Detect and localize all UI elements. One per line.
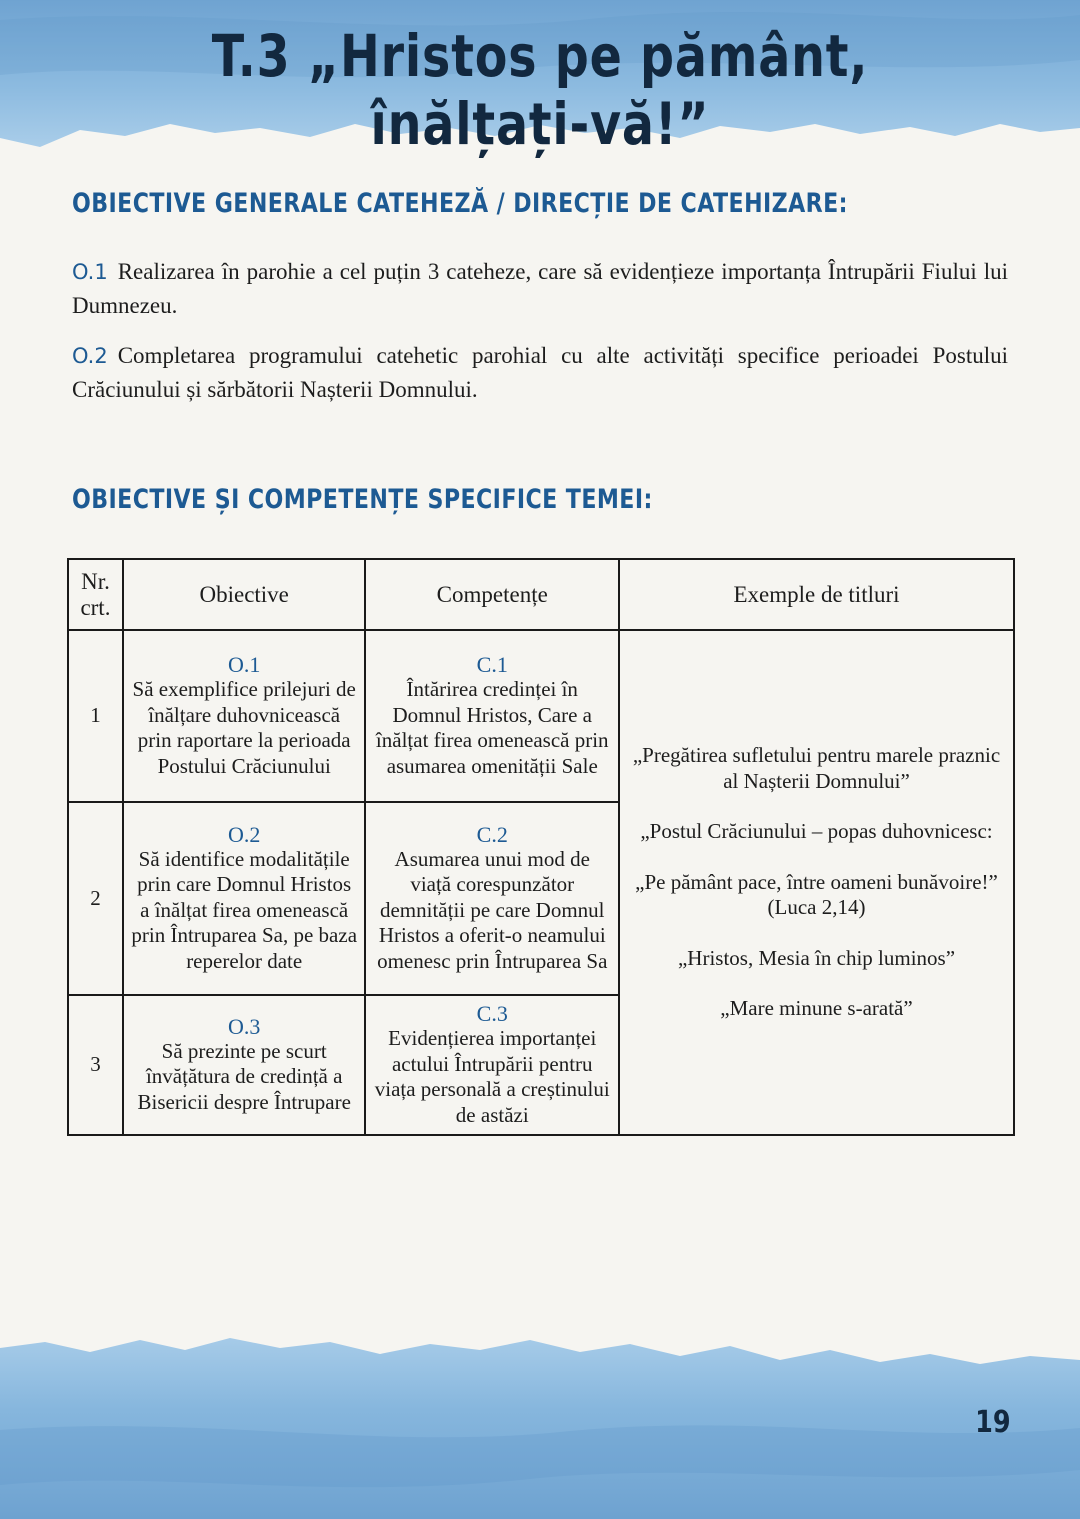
objectives-table [67,558,1015,1136]
competence-cell [365,630,619,802]
general-objective-1 [72,255,1008,323]
bottom-watercolor-band [0,1320,1080,1519]
column-header-examples: Exemple de titluri [619,559,1014,630]
objective-text: Completarea programului catehetic parohial cu alte activități specifice perioadei Postului Crăciunului și sărbătorii Nașterii Domnului. [72,343,1008,402]
specific-objectives-heading: OBIECTIVE ȘI COMPETENȚE SPECIFICE TEMEI: [72,484,653,515]
competence-code: C.1 [476,652,508,677]
row-number: 2 [68,802,123,995]
example-title: „Postul Crăciunului – popas duhovnicesc: [640,819,993,844]
objective-text: Să exemplifice prilejuri de înălțare duhovnicească prin raportare la perioada Postului Crăciunului [132,677,356,778]
examples-cell [619,630,1014,1135]
general-objective-2 [72,339,1008,407]
objective-cell [123,995,366,1135]
general-objectives-heading: OBIECTIVE GENERALE CATEHEZĂ / DIRECȚIE DE CATEHIZARE: [72,188,848,219]
page-number: 19 [975,1405,1011,1440]
competence-text: Evidențierea importanței actului Întrupării pentru viața personală a creștinului de astăzi [374,1026,610,1127]
competence-text: Întărirea credinței în Domnul Hristos, Care a înălțat firea omenească prin asumarea omenității Sale [375,677,609,778]
competence-code: C.3 [476,1001,508,1026]
competence-cell [365,802,619,995]
column-header-objectives: Obiective [123,559,366,630]
objective-code: O.1 [72,260,108,284]
objective-code: O.3 [228,1013,261,1039]
competence-text: Asumarea unui mod de viață corespunzător demnității pe care Domnul Hristos a oferit-o neamului omenesc prin Întruparea Sa [377,846,608,973]
objective-text: Realizarea în parohie a cel puțin 3 cateheze, care să evidențieze importanța Întrupării Fiului lui Dumnezeu. [72,259,1008,318]
objective-code: O.2 [72,344,108,368]
example-title: „Pe pământ pace, între oameni bunăvoire!” (Luca 2,14) [635,869,998,920]
objective-text: Să identifice modalitățile prin care Domnul Hristos a înălțat firea omenească prin Întruparea Sa, pe baza reperelor date [131,846,358,973]
example-title: „Hristos, Mesia în chip luminos” [677,945,956,970]
objective-code: O.2 [228,821,261,847]
objective-cell [123,802,366,995]
objective-text: Să prezinte pe scurt învățătura de credință a Bisericii despre Întrupare [137,1038,351,1114]
column-header-competences: Competențe [365,559,619,630]
competence-code: C.2 [476,821,508,847]
example-title: „Mare minune s-arată” [720,996,913,1021]
row-number: 1 [68,630,123,802]
table-header-row [68,559,1014,630]
objective-cell [123,630,366,802]
page-title: T.3 „Hristos pe pământ, înălțați-vă!” [211,22,869,158]
table-row [68,630,1014,802]
competence-cell [365,995,619,1135]
row-number: 3 [68,995,123,1135]
example-title: „Pregătirea sufletului pentru marele praznic al Nașterii Domnului” [632,743,1001,793]
column-header-nr: Nr. crt. [68,559,123,630]
objective-code: O.1 [228,652,261,677]
